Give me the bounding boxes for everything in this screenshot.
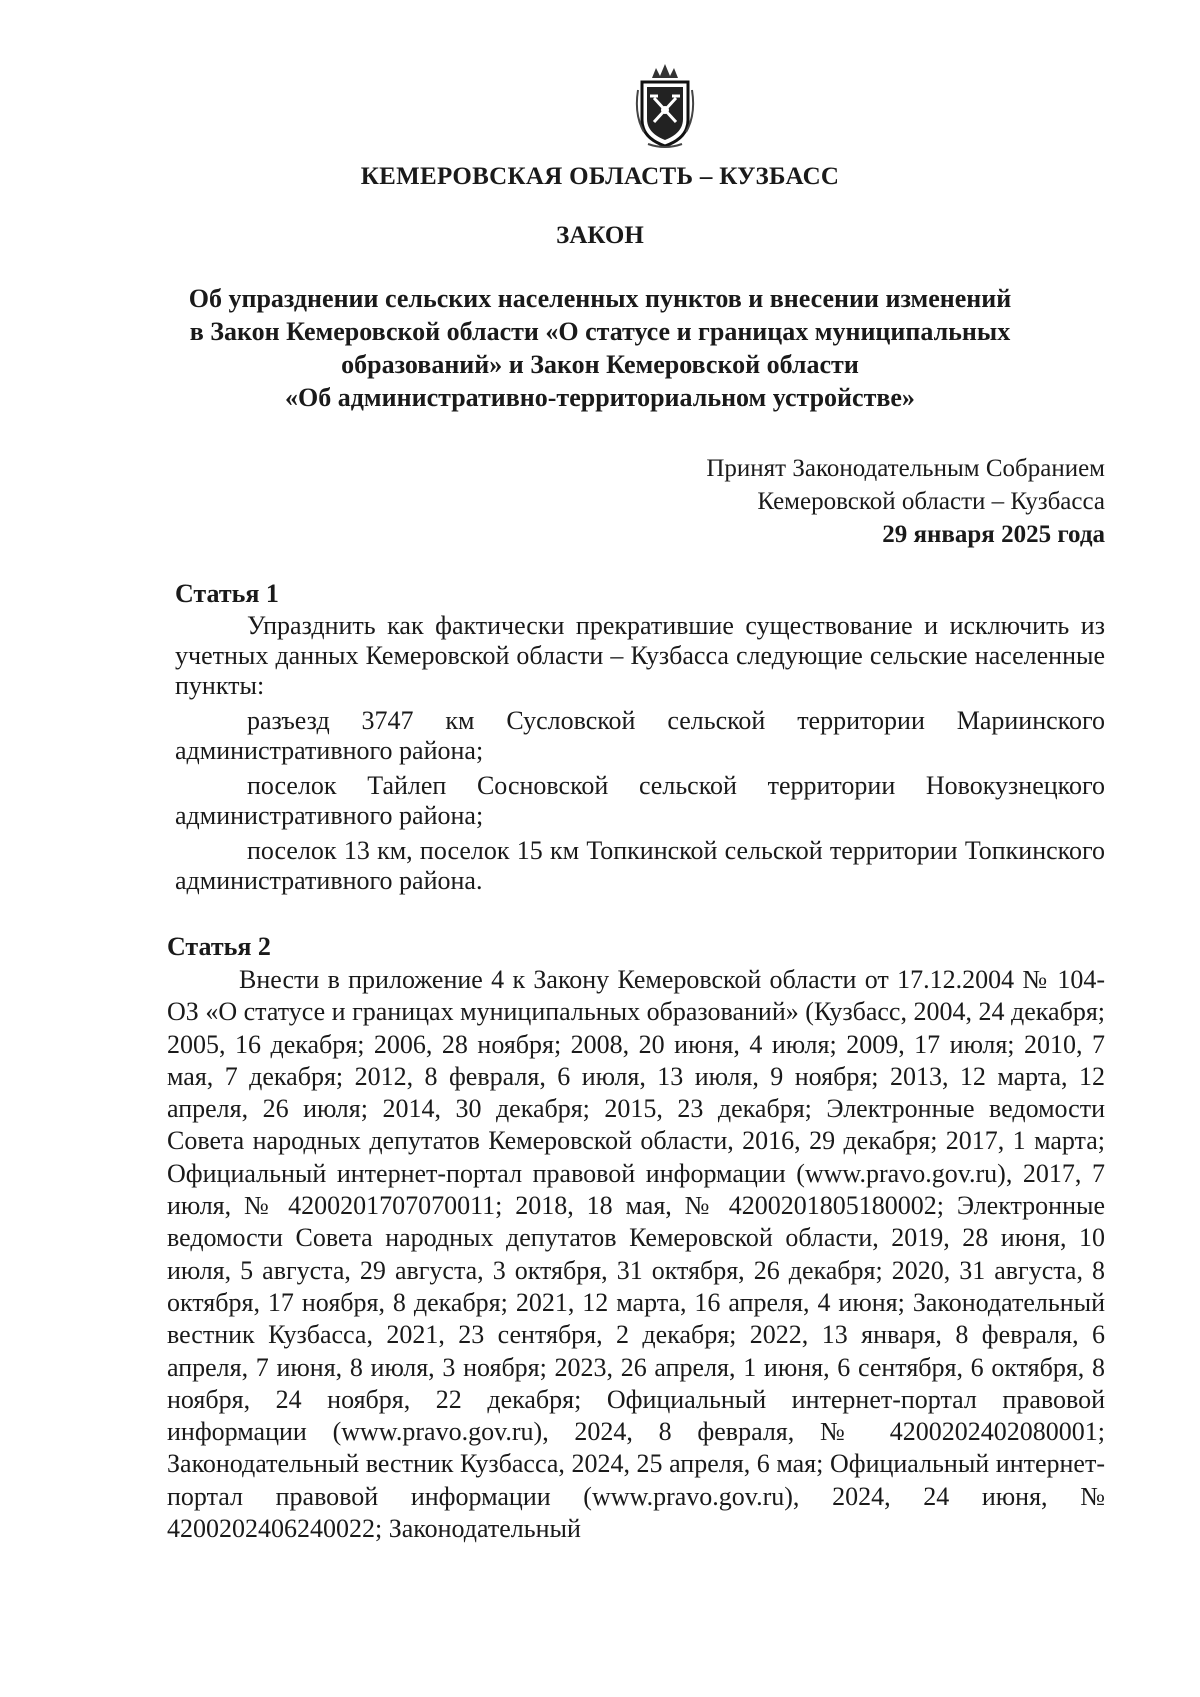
article-paragraph: поселок 13 км, поселок 15 км Топкинской сельской территории Топкинского административного района. xyxy=(175,836,1105,895)
adoption-line: Принят Законодательным Собранием xyxy=(706,455,1105,482)
adoption-block xyxy=(505,452,1105,551)
adoption-date: 29 января 2025 года xyxy=(882,521,1105,548)
article-paragraph: Внести в приложение 4 к Закону Кемеровской области от 17.12.2004 № 104-ОЗ «О статусе и границах муниципальных образований» (Кузбасс, 2004, 24 декабря; 2005, 16 декабря; 2006, 28 ноября; 2008, 20 июня, 4 июля; 2009, 17 июля; 2010, 7 мая, 7 декабря; 2012, 8 февраля, 6 июля, 13 июля, 9 ноября; 2013, 12 марта, 12 апреля, 26 июля; 2014, 30 декабря; 2015, 23 декабря; Электронные ведомости Совета народных депутатов Кемеровской области, 2016, 29 декабря; 2017, 1 марта; Официальный интернет-портал правовой информации (www.pravo.gov.ru), 2017, 7 июля, № 4200201707070011; 2018, 18 мая, № 4200201805180002; Электронные ведомости Совета народных депутатов Кемеровской области, 2019, 28 июня, 10 июля, 5 августа, 29 августа, 3 октября, 31 октября, 26 декабря; 2020, 31 августа, 8 октября, 17 ноября, 8 декабря; 2021, 12 марта, 16 апреля, 4 июня; Законодательный вестник Кузбасса, 2021, 23 сентября, 2 декабря; 2022, 13 января, 8 февраля, 6 апреля, 7 июня, 8 июля, 3 ноября; 2023, 26 апреля, 1 июня, 6 сентября, 6 октября, 8 ноября, 24 ноября, 22 декабря; Официальный интернет-портал правовой информации (www.pravo.gov.ru), 2024, 8 февраля, № 4200202402080001; Законодательный вестник Кузбасса, 2024, 25 апреля, 6 мая; Официальный интернет-портал правовой информации (www.pravo.gov.ru), 2024, 24 июня, № 4200202406240022; Законодательный xyxy=(167,965,1105,1544)
law-title-line: в Закон Кемеровской области «О статусе и границах муниципальных xyxy=(189,317,1011,346)
law-title-line: Об упразднении сельских населенных пунктов и внесении изменений xyxy=(188,284,1012,313)
law-title-line: образований» и Закон Кемеровской области xyxy=(341,350,859,379)
document-type: ЗАКОН xyxy=(556,222,644,249)
article-paragraph: поселок Тайлеп Сосновской сельской территории Новокузнецкого административного района; xyxy=(175,771,1105,830)
article-heading: Статья 1 xyxy=(175,579,279,608)
adoption-line: Кемеровской области – Кузбасса xyxy=(757,488,1105,515)
article-1 xyxy=(175,577,1105,901)
article-2 xyxy=(167,930,1105,1545)
region-title: КЕМЕРОВСКАЯ ОБЛАСТЬ – КУЗБАСС xyxy=(360,163,840,190)
article-heading: Статья 2 xyxy=(167,932,271,961)
coat-of-arms-emblem xyxy=(630,60,700,150)
law-title-line: «Об административно-территориальном устройстве» xyxy=(285,383,915,412)
law-title xyxy=(150,282,1050,414)
article-paragraph: Упразднить как фактически прекратившие существование и исключить из учетных данных Кемеровской области – Кузбасса следующие сельские населенные пункты: xyxy=(175,611,1105,700)
article-paragraph: разъезд 3747 км Сусловской сельской территории Мариинского административного района; xyxy=(175,706,1105,765)
